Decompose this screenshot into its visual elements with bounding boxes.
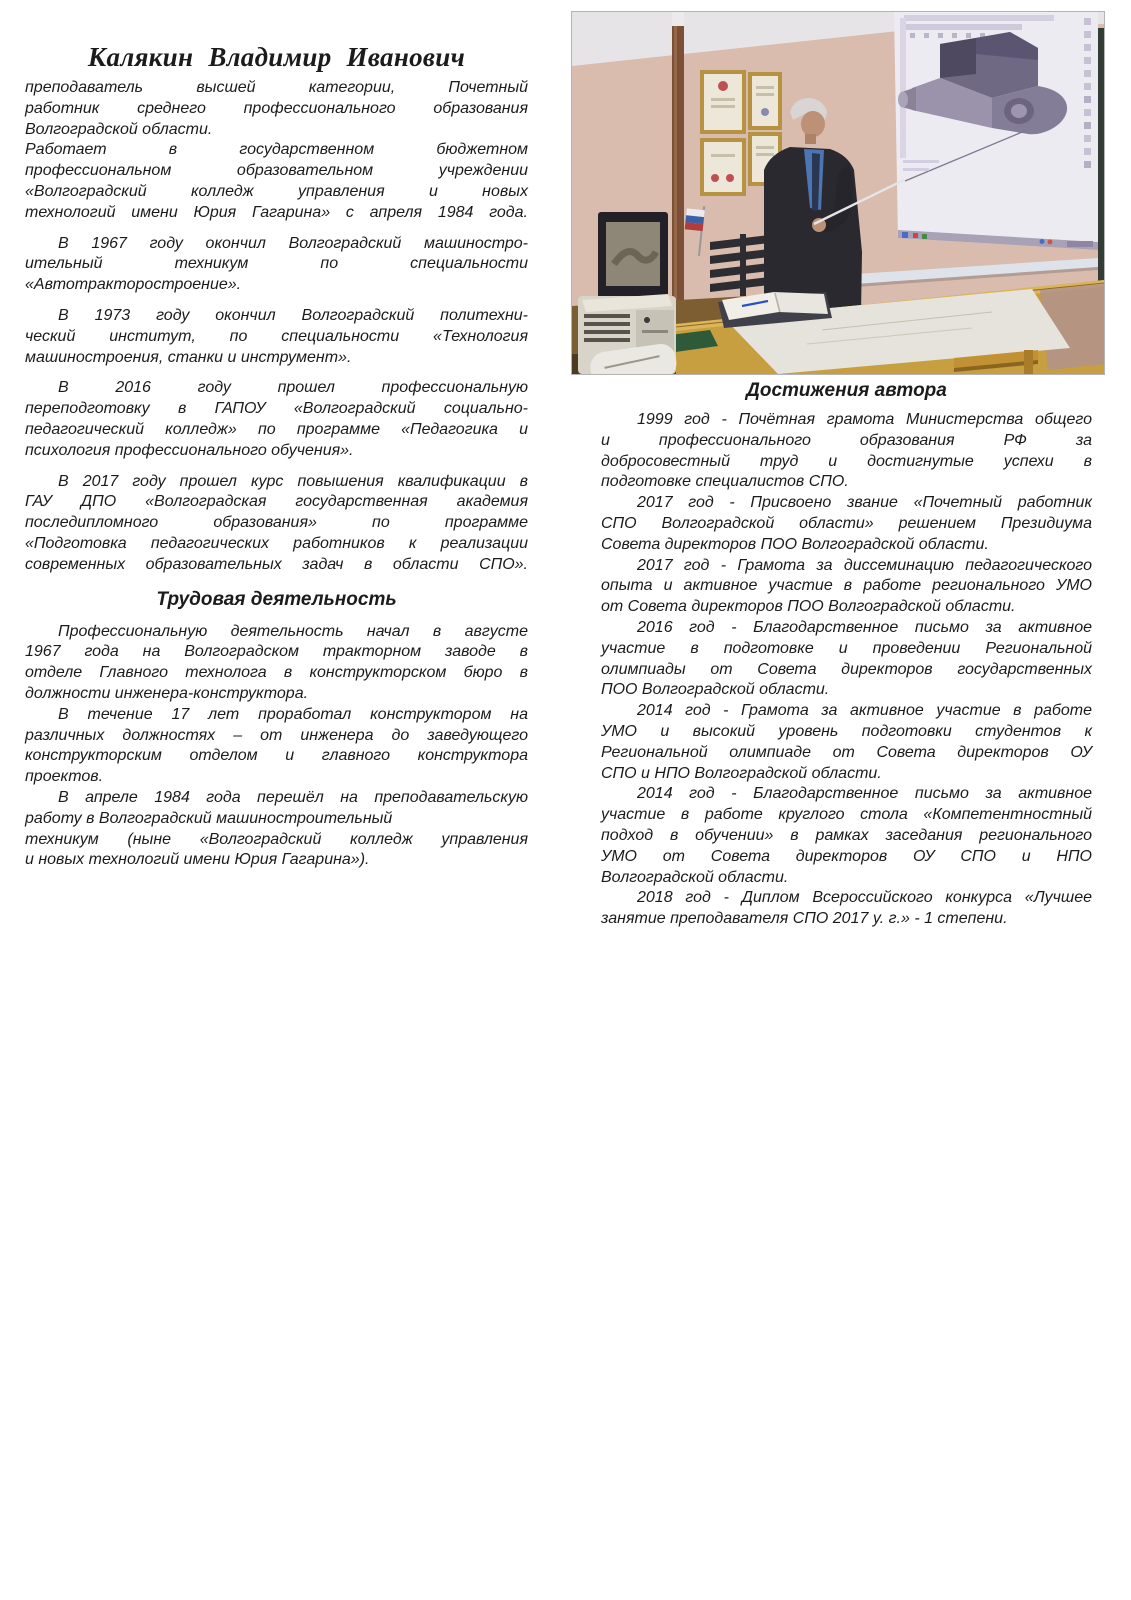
text-line: подготовке специалистов СПО. — [601, 473, 849, 491]
wall-pipe-top — [672, 12, 684, 26]
text-line: Региональной олимпиаде от Совета директоров ОУ — [601, 743, 1092, 761]
text-line: В 1967 году окончил Волгоградский машиностро- — [58, 234, 528, 252]
text-line: УМО и высокий уровень подготовки студентов к — [601, 722, 1092, 740]
right-column — [601, 379, 1092, 930]
text-line: добросовестный труд и достигнутые успехи в — [601, 452, 1092, 470]
text-line: Волгоградской области. — [25, 120, 213, 138]
paragraph — [25, 705, 528, 788]
text-line: преподаватель высшей категории, Почетный — [25, 79, 528, 96]
paragraph — [25, 78, 528, 140]
text-line: Профессиональную деятельность начал в августе — [58, 622, 528, 640]
text-line: участие в работе круглого стола «Компетентностный — [601, 806, 1092, 824]
text-line: Совета директоров ПОО Волгоградской области. — [601, 535, 989, 553]
text-line: конструкторским отделом и главного конструктора — [25, 747, 528, 765]
paragraph — [601, 701, 1092, 784]
text-line: 2014 год - Благодарственное письмо за активное — [637, 785, 1092, 803]
text-line: должности инженера-конструктора. — [25, 684, 309, 702]
text-line: 1999 год - Почётная грамота Министерства общего — [637, 411, 1092, 428]
paragraph — [25, 472, 528, 576]
paragraph — [25, 234, 528, 296]
wall-pipe — [672, 26, 684, 316]
text-line: олимпиады от Совета директоров государственных — [601, 660, 1092, 678]
text-line: ГАУ ДПО «Волгоградская государственная академия — [25, 493, 528, 511]
text-line: последипломного образования» по программе — [25, 514, 528, 532]
text-line: В 2017 году прошел курс повышения квалификации в — [58, 472, 528, 490]
text-line: машиностроения, станки и инструмент». — [25, 348, 352, 366]
page-title: Калякин Владимир Иванович — [87, 42, 466, 72]
text-line: и новых технологий имени Юрия Гагарина»). — [25, 851, 370, 869]
achievements-heading: Достижения автора — [746, 380, 947, 401]
chalkboard-edge — [1098, 28, 1104, 294]
text-line: 2016 год - Благодарственное письмо за активное — [637, 618, 1092, 636]
paragraph — [601, 784, 1092, 888]
text-line: «Автотракторостроение». — [25, 276, 242, 294]
teacher-face — [801, 111, 825, 137]
text-line: 2014 год - Грамота за активное участие в работе — [637, 702, 1092, 720]
text-line: опыта и активное участие в работе регионального УМО — [601, 577, 1092, 595]
text-line: различных должностях – от инженера до заведующего — [25, 726, 528, 744]
text-line: 1967 года на Волгоградском тракторном заводе в — [25, 643, 528, 661]
paragraph — [601, 556, 1092, 618]
text-line: современных образовательных задач в области СПО». — [25, 555, 528, 573]
text-line: техникум (ныне «Волгоградский колледж управления — [25, 830, 528, 848]
text-line: работник среднего профессионального образования — [25, 99, 528, 117]
paragraph — [601, 410, 1092, 493]
text-line: ительный техникум по специальности — [25, 255, 528, 273]
text-line: подход в обучении» в рамках заседания регионального — [601, 826, 1092, 844]
text-line: В 1973 году окончил Волгоградский политехни- — [58, 306, 528, 324]
paragraph — [601, 493, 1092, 555]
text-line: профессиональном образовательном учреждении — [25, 162, 528, 180]
text-line: переподготовку в ГАПОУ «Волгоградский социально- — [25, 400, 528, 418]
text-line: «Волгоградский колледж управления и новых — [25, 182, 528, 200]
text-line: 2017 год - Грамота за диссеминацию педагогического — [637, 556, 1092, 574]
cad-text-line — [903, 168, 929, 171]
left-column — [25, 40, 528, 871]
text-line: психология профессионального обучения». — [25, 441, 354, 459]
text-line: «Подготовка педагогических работников к реализации — [25, 534, 528, 552]
paragraph — [25, 378, 528, 461]
text-line: и профессионального образования РФ за — [601, 431, 1092, 449]
text-line: ческий институт, по специальности «Технология — [25, 327, 528, 345]
paragraph — [601, 888, 1092, 930]
paragraph — [25, 622, 528, 705]
text-line: проектов. — [25, 768, 104, 786]
text-line: отделе Главного технолога в конструкторском бюро в — [25, 664, 528, 682]
text-line: занятие преподавателя СПО 2017 у. г.» - 1 степени. — [601, 910, 1008, 928]
classroom-photo-scene — [572, 12, 1104, 374]
text-line: СПО Волгоградской области» решением Президиума — [601, 514, 1092, 532]
text-line: 2018 год - Диплом Всероссийского конкурса «Лучшее — [637, 889, 1092, 907]
text-line: от Совета директоров ПОО Волгоградской области. — [601, 598, 1016, 616]
text-line: работу в Волгоградский машиностроительный — [25, 809, 393, 827]
text-line: технологий имени Юрия Гагарина» с апреля 1984 года. — [25, 203, 528, 221]
text-line: ПОО Волгоградской области. — [601, 681, 830, 699]
text-line: педагогический колледж» по программе «Педагогика и — [25, 420, 528, 438]
text-line: Работает в государственном бюджетном — [25, 141, 528, 159]
text-line: 2017 год - Присвоено звание «Почетный работник — [637, 494, 1092, 512]
text-line: участие в подготовке и проведении Региональной — [601, 639, 1092, 657]
classroom-photo — [571, 11, 1105, 375]
paragraph — [25, 140, 528, 223]
paragraph — [25, 306, 528, 368]
cad-left-strip — [900, 18, 906, 158]
text-line: В апреле 1984 года перешёл на преподавательскую — [58, 788, 528, 806]
text-line: УМО от Совета директоров ОУ СПО и НПО — [601, 847, 1092, 865]
paragraph — [601, 618, 1092, 701]
work-section-heading: Трудовая деятельность — [156, 588, 397, 610]
text-line: В 2016 году прошел профессиональную — [58, 379, 528, 397]
paragraph — [25, 788, 528, 871]
text-line: Волгоградской области. — [601, 868, 789, 886]
wall-pipe-highlight — [674, 26, 677, 316]
text-line: СПО и НПО Волгоградской области. — [601, 764, 882, 782]
cad-text-line — [903, 160, 939, 163]
text-line: В течение 17 лет проработал конструктором на — [58, 705, 528, 723]
